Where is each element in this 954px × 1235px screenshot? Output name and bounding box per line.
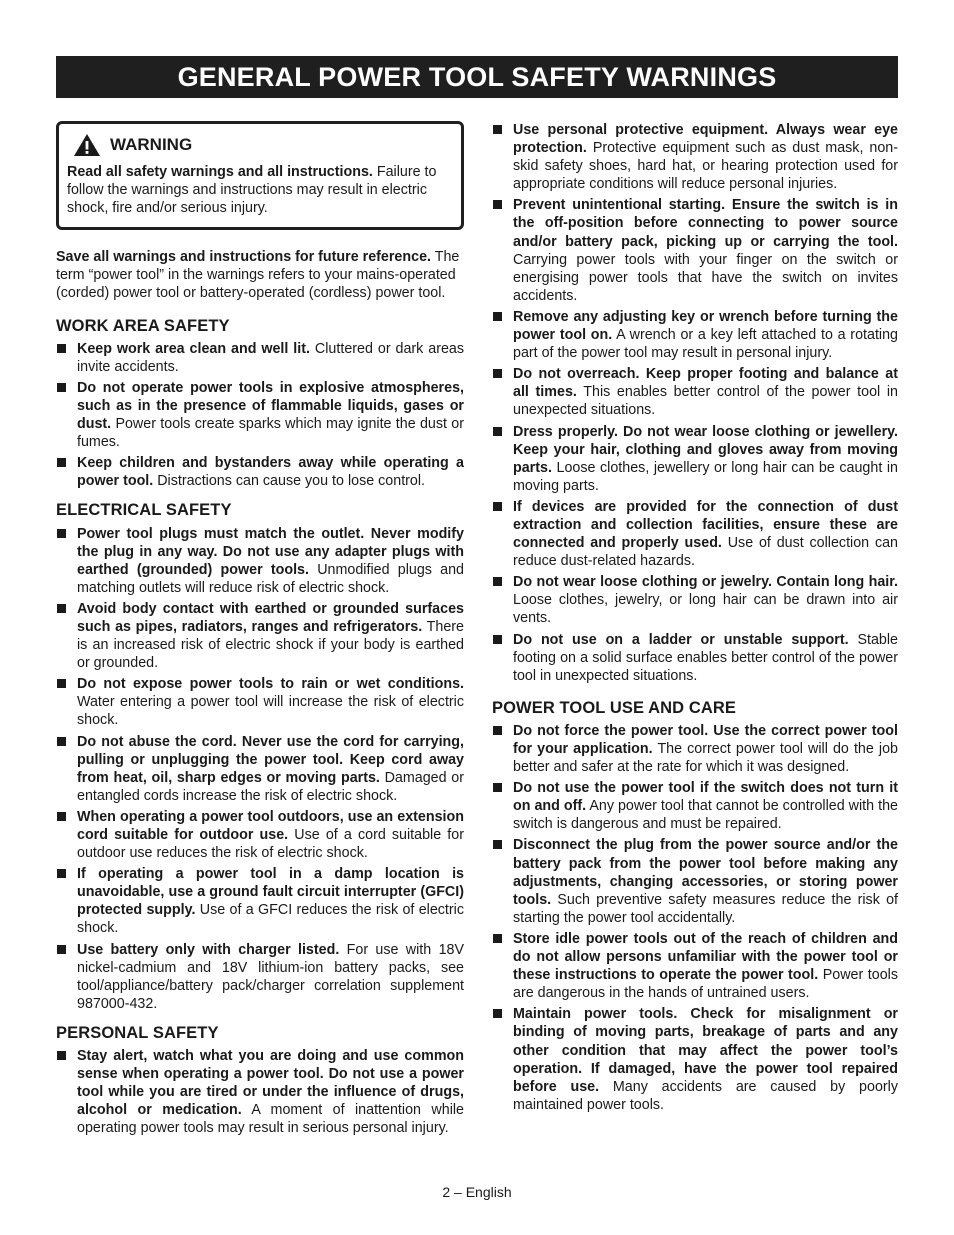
list-item [56, 600, 464, 672]
list-item [56, 340, 464, 376]
item-text: Use of dust collection can reduce dust-related hazards. [513, 535, 899, 570]
list-item [492, 836, 898, 926]
left-column [56, 121, 464, 1149]
list-item [56, 733, 464, 805]
item-text: Power tools are dangerous in the hands of untrained users. [513, 967, 899, 1002]
warning-bold: Read all safety warnings and all instructions. [67, 164, 373, 180]
item-text: Such preventive safety measures reduce the risk of starting the power tool accidentally. [513, 891, 898, 926]
warning-header [67, 133, 453, 157]
personal-section [56, 1024, 464, 1138]
electrical-heading: ELECTRICAL SAFETY [56, 501, 232, 520]
intro-bold: Save all warnings and instructions for future reference. [56, 249, 431, 266]
bullet-square-icon [493, 125, 502, 134]
item-text: A wrench or a key left attached to a rotating part of the power tool may result in personal injury. [513, 327, 898, 362]
bullet-square-icon [57, 679, 66, 688]
item-text: Any power tool that cannot be controlled with the switch is dangerous and must be repaired. [513, 798, 898, 833]
item-text: Damaged or entangled cords increase the risk of electric shock. [77, 769, 464, 804]
bullet-square-icon [493, 577, 502, 586]
item-bold: When operating a power tool outdoors, use an extension cord suitable for outdoor use. [77, 808, 464, 843]
item-text: Carrying power tools with your finger on the switch or energising power tools that have the switch on invites accidents. [513, 251, 898, 304]
item-bold: If operating a power tool in a damp location is unavoidable, use a ground fault circuit interrupter (GFCI) protected supply. [77, 866, 464, 919]
list-item [492, 779, 898, 833]
item-bold: Store idle power tools out of the reach of children and do not allow persons unfamiliar with the power tool or these instructions to operate the power tool. [513, 930, 898, 984]
bullet-square-icon [57, 458, 66, 467]
electrical-section [56, 501, 464, 1013]
list-item [492, 365, 898, 419]
item-bold: Disconnect the plug from the power source and/or the battery pack from the power tool before making any adjustments, changing accessories, or storing power tools. [513, 837, 898, 908]
personal-list-right [492, 121, 898, 685]
bullet-square-icon [493, 427, 502, 436]
bullet-square-icon [57, 604, 66, 613]
list-item [492, 573, 898, 627]
list-item [56, 379, 464, 451]
personal-continued [492, 121, 898, 685]
warning-title: WARNING [110, 134, 193, 154]
item-text: Power tools create sparks which may ignite the dust or fumes. [77, 416, 464, 451]
page-footer: 2 – English [442, 1184, 512, 1200]
item-text: Many accidents are caused by poorly maintained power tools. [513, 1078, 898, 1113]
intro-body: The term “power tool” in the warnings refers to your mains-operated (corded) power tool or battery-operated (cordless) power tool. [56, 249, 460, 302]
item-text: Use of a GFCI reduces the risk of electric shock. [77, 902, 464, 937]
list-item [492, 631, 898, 685]
bullet-square-icon [493, 1009, 502, 1018]
warning-box [56, 121, 464, 230]
bullet-square-icon [493, 934, 502, 943]
bullet-square-icon [493, 840, 502, 849]
item-bold: If devices are provided for the connection of dust extraction and collection facilities, ensure these are connected and properly used. [513, 498, 898, 552]
list-item [492, 930, 898, 1002]
item-text: Use of a cord suitable for outdoor use reduces the risk of electric shock. [77, 827, 464, 862]
item-bold: Dress properly. Do not wear loose clothing or jewellery. Keep your hair, clothing and gloves away from moving parts. [513, 423, 898, 476]
item-bold: Remove any adjusting key or wrench before turning the power tool on. [513, 308, 898, 344]
list-item [56, 941, 464, 1013]
item-bold: Do not operate power tools in explosive atmospheres, such as in the presence of flammable liquids, gases or dust. [77, 379, 464, 433]
work-area-list [56, 340, 464, 491]
warning-text [67, 163, 453, 217]
list-item [492, 1005, 898, 1114]
use-care-list [492, 722, 898, 1114]
list-item [56, 675, 464, 729]
intro-paragraph [56, 248, 464, 302]
item-bold: Stay alert, watch what you are doing and use common sense when operating a power tool. Do not use a power tool while you are tired or under the influence of drugs, alcohol or medication. [77, 1048, 464, 1119]
list-item [492, 196, 898, 305]
list-item [492, 121, 898, 193]
personal-heading: PERSONAL SAFETY [56, 1023, 219, 1042]
bullet-square-icon [57, 529, 66, 538]
item-bold: Use battery only with charger listed. [77, 941, 340, 958]
bullet-square-icon [493, 783, 502, 792]
page-title: GENERAL POWER TOOL SAFETY WARNINGS [56, 56, 898, 98]
item-bold: Do not use on a ladder or unstable support. [513, 631, 849, 648]
work-area-heading: WORK AREA SAFETY [56, 316, 230, 335]
item-text: Protective equipment such as dust mask, non-skid safety shoes, hard hat, or hearing protection used for appropriate conditions will reduce personal injuries. [513, 140, 898, 193]
item-text: This enables better control of the power tool in unexpected situations. [513, 384, 898, 419]
bullet-square-icon [493, 312, 502, 321]
bullet-square-icon [493, 635, 502, 644]
item-text: Loose clothes, jewellery or long hair can be caught in moving parts. [513, 459, 898, 494]
bullet-square-icon [57, 945, 66, 954]
item-text: Water entering a power tool will increase the risk of electric shock. [77, 694, 464, 729]
item-bold: Do not overreach. Keep proper footing and balance at all times. [513, 366, 898, 401]
list-item [56, 525, 464, 597]
item-bold: Do not force the power tool. Use the correct power tool for your application. [513, 722, 898, 757]
item-bold: Keep work area clean and well lit. [77, 340, 310, 357]
item-text: Loose clothes, jewelry, or long hair can be drawn into air vents. [513, 592, 898, 627]
warning-body: Failure to follow the warnings and instructions may result in electric shock, fire and/or serious injury. [67, 164, 437, 217]
item-text: Cluttered or dark areas invite accidents. [77, 340, 465, 375]
item-text: A moment of inattention while operating power tools may result in serious personal injury. [77, 1102, 464, 1137]
item-bold: Maintain power tools. Check for misalignment or binding of moving parts, breakage of parts and any other condition that may affect the power tool’s operation. If damaged, have the power tool repaired before use. [513, 1006, 898, 1095]
item-bold: Do not abuse the cord. Never use the cord for carrying, pulling or unplugging the power tool. Keep cord away from heat, oil, sharp edges or moving parts. [77, 733, 464, 786]
bullet-square-icon [57, 1051, 66, 1060]
item-text: Stable footing on a solid surface enables better control of the power tool in unexpected situations. [513, 631, 898, 684]
bullet-square-icon [493, 502, 502, 511]
use-care-section [492, 699, 898, 1114]
bullet-square-icon [493, 200, 502, 209]
list-item [492, 722, 898, 776]
bullet-square-icon [57, 812, 66, 821]
item-text: Unmodified plugs and matching outlets will reduce risk of electric shock. [77, 561, 464, 596]
item-bold: Do not wear loose clothing or jewelry. Contain long hair. [513, 574, 898, 591]
bullet-square-icon [57, 737, 66, 746]
list-item [492, 423, 898, 495]
electrical-list [56, 525, 464, 1013]
item-text: There is an increased risk of electric shock if your body is earthed or grounded. [77, 618, 464, 672]
item-bold: Avoid body contact with earthed or grounded surfaces such as pipes, radiators, ranges and refrigerators. [77, 600, 464, 635]
item-text: The correct power tool will do the job better and safer at the rate for which it was designed. [513, 741, 898, 776]
item-bold: Use personal protective equipment. Always wear eye protection. [513, 122, 898, 157]
bullet-square-icon [493, 726, 502, 735]
list-item [492, 498, 898, 570]
bullet-square-icon [493, 369, 502, 378]
work-area-section [56, 317, 464, 491]
bullet-square-icon [57, 344, 66, 353]
use-care-heading: POWER TOOL USE AND CARE [492, 698, 737, 717]
item-bold: Prevent unintentional starting. Ensure the switch is in the off-position before connecting to power source and/or battery pack, picking up or carrying the tool. [513, 197, 898, 250]
item-text: Distractions can cause you to lose control. [153, 473, 426, 490]
right-column [492, 121, 898, 1125]
bullet-square-icon [57, 869, 66, 878]
bullet-square-icon [57, 383, 66, 392]
item-bold: Keep children and bystanders away while operating a power tool. [77, 455, 464, 490]
warning-triangle-icon [73, 133, 101, 157]
item-bold: Do not use the power tool if the switch does not turn it on and off. [513, 780, 898, 815]
list-item [56, 865, 464, 937]
item-bold: Do not expose power tools to rain or wet conditions. [77, 676, 464, 693]
list-item [56, 454, 464, 490]
item-text: For use with 18V nickel-cadmium and 18V lithium-ion battery packs, see tool/appliance/battery pack/charger correlation supplement 987000-432. [77, 941, 465, 1012]
list-item [492, 308, 898, 362]
list-item [56, 808, 464, 862]
item-bold: Power tool plugs must match the outlet. Never modify the plug in any way. Do not use any adapter plugs with earthed (grounded) power tools. [77, 525, 464, 578]
list-item [56, 1047, 464, 1137]
personal-list-left [56, 1047, 464, 1137]
